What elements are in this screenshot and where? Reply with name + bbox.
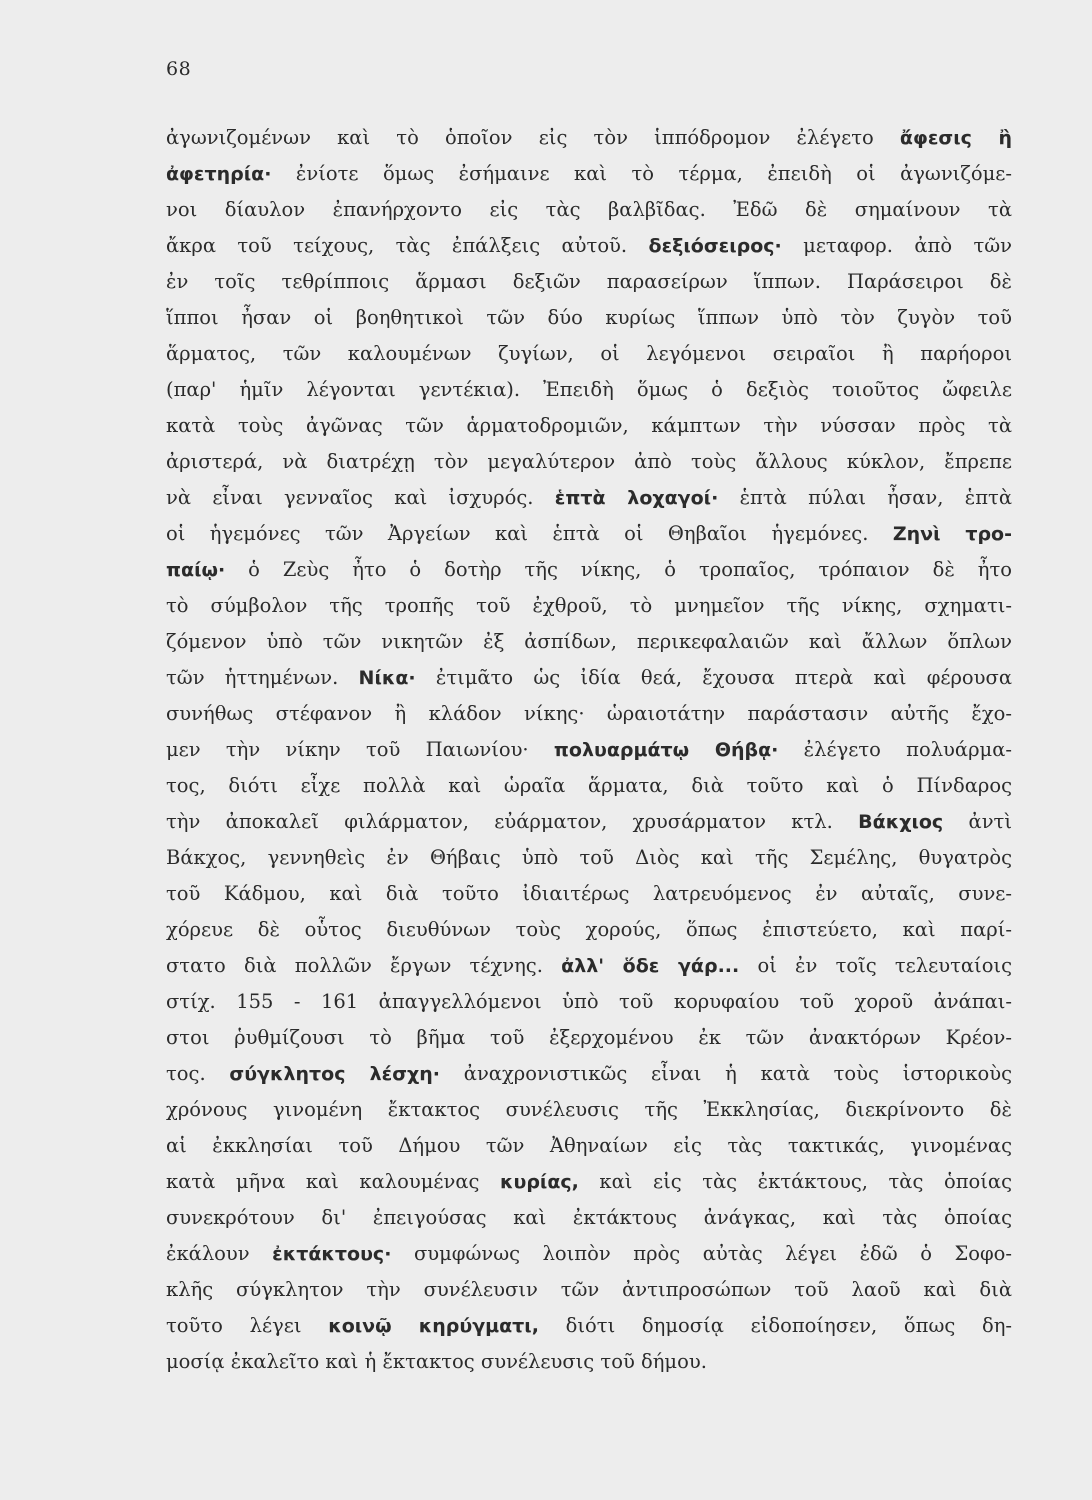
- bold-term: κοινῷ κηρύγματι,: [328, 1315, 539, 1337]
- text-line: [166, 264, 1012, 300]
- text-line: [166, 156, 1012, 192]
- text-line-content: [166, 480, 1012, 516]
- text-run: ἐν τοῖς τεθρίπποις ἅρμασι δεξιῶν παρασείρων ἵππων. Παράσειροι δὲ: [166, 270, 1012, 293]
- text-line: [166, 1272, 1012, 1308]
- text-run: αἱ ἐκκλησίαι τοῦ Δήμου τῶν Ἀθηναίων εἰς τὰς τακτικάς, γινομένας: [166, 1134, 1012, 1157]
- text-line: [166, 948, 1012, 984]
- text-run: οἱ ἡγεμόνες τῶν Ἀργείων καὶ ἑπτὰ οἱ Θηβαῖοι ἡγεμόνες.: [166, 522, 893, 545]
- text-run: Βάκχος, γεννηθεὶς ἐν Θήβαις ὑπὸ τοῦ Διὸς καὶ τῆς Σεμέλης, θυγατρὸς: [166, 846, 1012, 869]
- text-line: [166, 1344, 1012, 1380]
- bold-term: ἑπτὰ λοχαγοί·: [554, 487, 719, 509]
- text-line-content: [166, 516, 1012, 552]
- text-run: ἐκάλουν: [166, 1242, 273, 1265]
- text-run: τὸ σύμβολον τῆς τροπῆς τοῦ ἐχθροῦ, τὸ μνημεῖον τῆς νίκης, σχηματι-: [166, 594, 1012, 617]
- text-line: [166, 984, 1012, 1020]
- text-line: [166, 1308, 1012, 1344]
- bold-term: πολυαρμάτῳ Θήβᾳ·: [553, 739, 779, 761]
- text-line: [166, 1092, 1012, 1128]
- text-run: ἀντὶ: [943, 810, 1012, 833]
- text-line: [166, 696, 1012, 732]
- text-line: [166, 1128, 1012, 1164]
- text-line-content: [166, 444, 1012, 480]
- text-line: [166, 768, 1012, 804]
- text-line-content: [166, 300, 1012, 336]
- bold-term: παίῳ·: [166, 559, 226, 581]
- text-run: ἐτιμᾶτο ὡς ἰδία θεά, ἔχουσα πτερὰ καὶ φέρουσα: [415, 666, 1012, 689]
- text-line-content: [166, 192, 1012, 228]
- text-line: [166, 444, 1012, 480]
- text-line-content: [166, 804, 1012, 840]
- text-line-content: [166, 624, 1012, 660]
- text-run: (παρ' ἡμῖν λέγονται γεντέκια). Ἐπειδὴ ὅμως ὁ δεξιὸς τοιοῦτος ὤφειλε: [166, 378, 1012, 401]
- text-line: [166, 588, 1012, 624]
- text-run: ζόμενον ὑπὸ τῶν νικητῶν ἐξ ἀσπίδων, περικεφαλαιῶν καὶ ἄλλων ὅπλων: [166, 630, 1012, 653]
- bold-term: ἀφετηρία·: [166, 163, 272, 185]
- text-run: νὰ εἶναι γενναῖος καὶ ἰσχυρός.: [166, 486, 555, 509]
- text-line-content: [166, 1344, 1012, 1380]
- text-line-content: [166, 1236, 1012, 1272]
- text-run: οἱ ἐν τοῖς τελευταίοις: [739, 954, 1012, 977]
- text-run: στατο διὰ πολλῶν ἔργων τέχνης.: [166, 954, 562, 977]
- text-run: κατὰ τοὺς ἀγῶνας τῶν ἁρματοδρομιῶν, κάμπτων τὴν νύσσαν πρὸς τὰ: [166, 414, 1012, 437]
- text-run: ἄκρα τοῦ τείχους, τὰς ἐπάλξεις αὐτοῦ.: [166, 234, 649, 257]
- commentary-text: [166, 120, 1012, 1380]
- bold-term: ἀλλ' ὅδε γάρ...: [561, 955, 740, 977]
- text-line-content: [166, 120, 1012, 156]
- text-run: τοῦ Κάδμου, καὶ διὰ τοῦτο ἰδιαιτέρως λατρευόμενος ἐν αὐταῖς, συνε-: [166, 882, 1012, 905]
- text-line-content: [166, 984, 1012, 1020]
- bold-term: ἄφεσις ἢ: [899, 127, 1012, 149]
- text-run: χρόνους γινομένη ἔκτακτος συνέλευσις τῆς Ἐκκλησίας, διεκρίνοντο δὲ: [166, 1098, 1012, 1121]
- text-run: μεταφορ. ἀπὸ τῶν: [781, 234, 1012, 257]
- page-number: 68: [166, 58, 192, 80]
- text-run: ὁ Ζεὺς ἦτο ὁ δοτὴρ τῆς νίκης, ὁ τροπαῖος, τρόπαιον δὲ ἦτο: [225, 558, 1012, 581]
- text-line: [166, 1164, 1012, 1200]
- text-line: [166, 552, 1012, 588]
- text-line-content: [166, 1020, 1012, 1056]
- text-line-content: [166, 732, 1012, 768]
- text-line: [166, 840, 1012, 876]
- text-run: ἀγωνιζομένων καὶ τὸ ὁποῖον εἰς τὸν ἱππόδρομον ἐλέγετο: [166, 126, 900, 149]
- text-run: τος, διότι εἶχε πολλὰ καὶ ὡραῖα ἅρματα, διὰ τοῦτο καὶ ὁ Πίνδαρος: [166, 774, 1012, 797]
- text-run: τοῦτο λέγει: [166, 1314, 329, 1337]
- text-line-content: [166, 552, 1012, 588]
- text-line-content: [166, 588, 1012, 624]
- text-line-content: [166, 660, 1012, 696]
- bold-term: Ζηνὶ τρο-: [892, 523, 1012, 545]
- text-line-content: [166, 1308, 1012, 1344]
- text-line-content: [166, 1092, 1012, 1128]
- text-line-content: [166, 876, 1012, 912]
- text-line: [166, 1020, 1012, 1056]
- text-line: [166, 660, 1012, 696]
- bold-term: δεξιόσειρος·: [648, 235, 782, 257]
- text-line-content: [166, 1056, 1012, 1092]
- text-run: διότι δημοσίᾳ εἰδοποίησεν, ὅπως δη-: [538, 1314, 1012, 1337]
- text-line-content: [166, 948, 1012, 984]
- text-line: [166, 912, 1012, 948]
- text-run: καὶ εἰς τὰς ἐκτάκτους, τὰς ὁποίας: [578, 1170, 1012, 1193]
- text-run: ἐλέγετο πολυάρμα-: [778, 738, 1012, 761]
- text-line-content: [166, 912, 1012, 948]
- text-line-content: [166, 264, 1012, 300]
- text-line: [166, 876, 1012, 912]
- text-run: τῶν ἡττημένων.: [166, 666, 359, 689]
- text-run: χόρευε δὲ οὗτος διευθύνων τοὺς χορούς, ὅπως ἐπιστεύετο, καὶ παρί-: [166, 918, 1012, 941]
- text-line-content: [166, 336, 1012, 372]
- text-run: ἐνίοτε ὅμως ἐσήμαινε καὶ τὸ τέρμα, ἐπειδὴ οἱ ἀγωνιζόμε-: [271, 162, 1012, 185]
- text-run: συνεκρότουν δι' ἐπειγούσας καὶ ἐκτάκτους ἀνάγκας, καὶ τὰς ὁποίας: [166, 1206, 1012, 1229]
- text-run: στοι ῥυθμίζουσι τὸ βῆμα τοῦ ἐξερχομένου ἐκ τῶν ἀνακτόρων Κρέον-: [166, 1026, 1012, 1049]
- text-line: [166, 336, 1012, 372]
- text-run: ἑπτὰ πύλαι ἦσαν, ἑπτὰ: [718, 486, 1012, 509]
- text-run: τος.: [166, 1062, 230, 1085]
- text-run: κλῆς σύγκλητον τὴν συνέλευσιν τῶν ἀντιπροσώπων τοῦ λαοῦ καὶ διὰ: [166, 1278, 1012, 1301]
- text-line-content: [166, 696, 1012, 732]
- text-run: συμφώνως λοιπὸν πρὸς αὐτὰς λέγει ἐδῶ ὁ Σοφο-: [391, 1242, 1012, 1265]
- text-line: [166, 408, 1012, 444]
- text-line: [166, 516, 1012, 552]
- text-line-content: [166, 1164, 1012, 1200]
- bold-term: ἐκτάκτους·: [272, 1243, 392, 1265]
- text-run: ἅρματος, τῶν καλουμένων ζυγίων, οἱ λεγόμενοι σειραῖοι ἢ παρήοροι: [166, 342, 1012, 365]
- text-run: ἀριστερά, νὰ διατρέχῃ τὸν μεγαλύτερον ἀπὸ τοὺς ἄλλους κύκλον, ἔπρεπε: [166, 450, 1012, 473]
- text-line-content: [166, 840, 1012, 876]
- text-line-content: [166, 228, 1012, 264]
- text-line: [166, 120, 1012, 156]
- text-line: [166, 804, 1012, 840]
- text-run: στίχ. 155 - 161 ἀπαγγελλόμενοι ὑπὸ τοῦ κορυφαίου τοῦ χοροῦ ἀνάπαι-: [166, 990, 1012, 1013]
- bold-term: σύγκλητος λέσχη·: [229, 1063, 441, 1085]
- text-line-content: [166, 156, 1012, 192]
- text-line: [166, 732, 1012, 768]
- text-line-content: [166, 1272, 1012, 1308]
- bold-term: κυρίας,: [499, 1171, 579, 1193]
- text-line-content: [166, 768, 1012, 804]
- text-line: [166, 480, 1012, 516]
- text-run: μοσίᾳ ἐκαλεῖτο καὶ ἡ ἔκτακτος συνέλευσις τοῦ δήμου.: [166, 1350, 707, 1373]
- text-line: [166, 624, 1012, 660]
- text-run: τὴν ἀποκαλεῖ φιλάρματον, εὐάρματον, χρυσάρματον κτλ.: [166, 810, 859, 833]
- text-run: νοι δίαυλον ἐπανήρχοντο εἰς τὰς βαλβῖδας. Ἐδῶ δὲ σημαίνουν τὰ: [166, 198, 1012, 221]
- text-line-content: [166, 372, 1012, 408]
- text-line: [166, 372, 1012, 408]
- text-line: [166, 1056, 1012, 1092]
- text-line-content: [166, 1200, 1012, 1236]
- bold-term: Νίκα·: [358, 667, 416, 689]
- bold-term: Βάκχιος: [858, 811, 944, 833]
- text-line: [166, 300, 1012, 336]
- text-line: [166, 1236, 1012, 1272]
- text-line: [166, 228, 1012, 264]
- text-line-content: [166, 408, 1012, 444]
- text-run: κατὰ μῆνα καὶ καλουμένας: [166, 1170, 500, 1193]
- text-line: [166, 1200, 1012, 1236]
- text-run: ἀναχρονιστικῶς εἶναι ἡ κατὰ τοὺς ἱστορικοὺς: [440, 1062, 1012, 1085]
- text-run: ἵπποι ἦσαν οἱ βοηθητικοὶ τῶν δύο κυρίως ἵππων ὑπὸ τὸν ζυγὸν τοῦ: [166, 306, 1012, 329]
- text-line-content: [166, 1128, 1012, 1164]
- text-run: μεν τὴν νίκην τοῦ Παιωνίου·: [166, 738, 554, 761]
- text-line: [166, 192, 1012, 228]
- text-run: συνήθως στέφανον ἢ κλάδον νίκης· ὡραιοτάτην παράστασιν αὐτῆς ἔχο-: [166, 702, 1012, 725]
